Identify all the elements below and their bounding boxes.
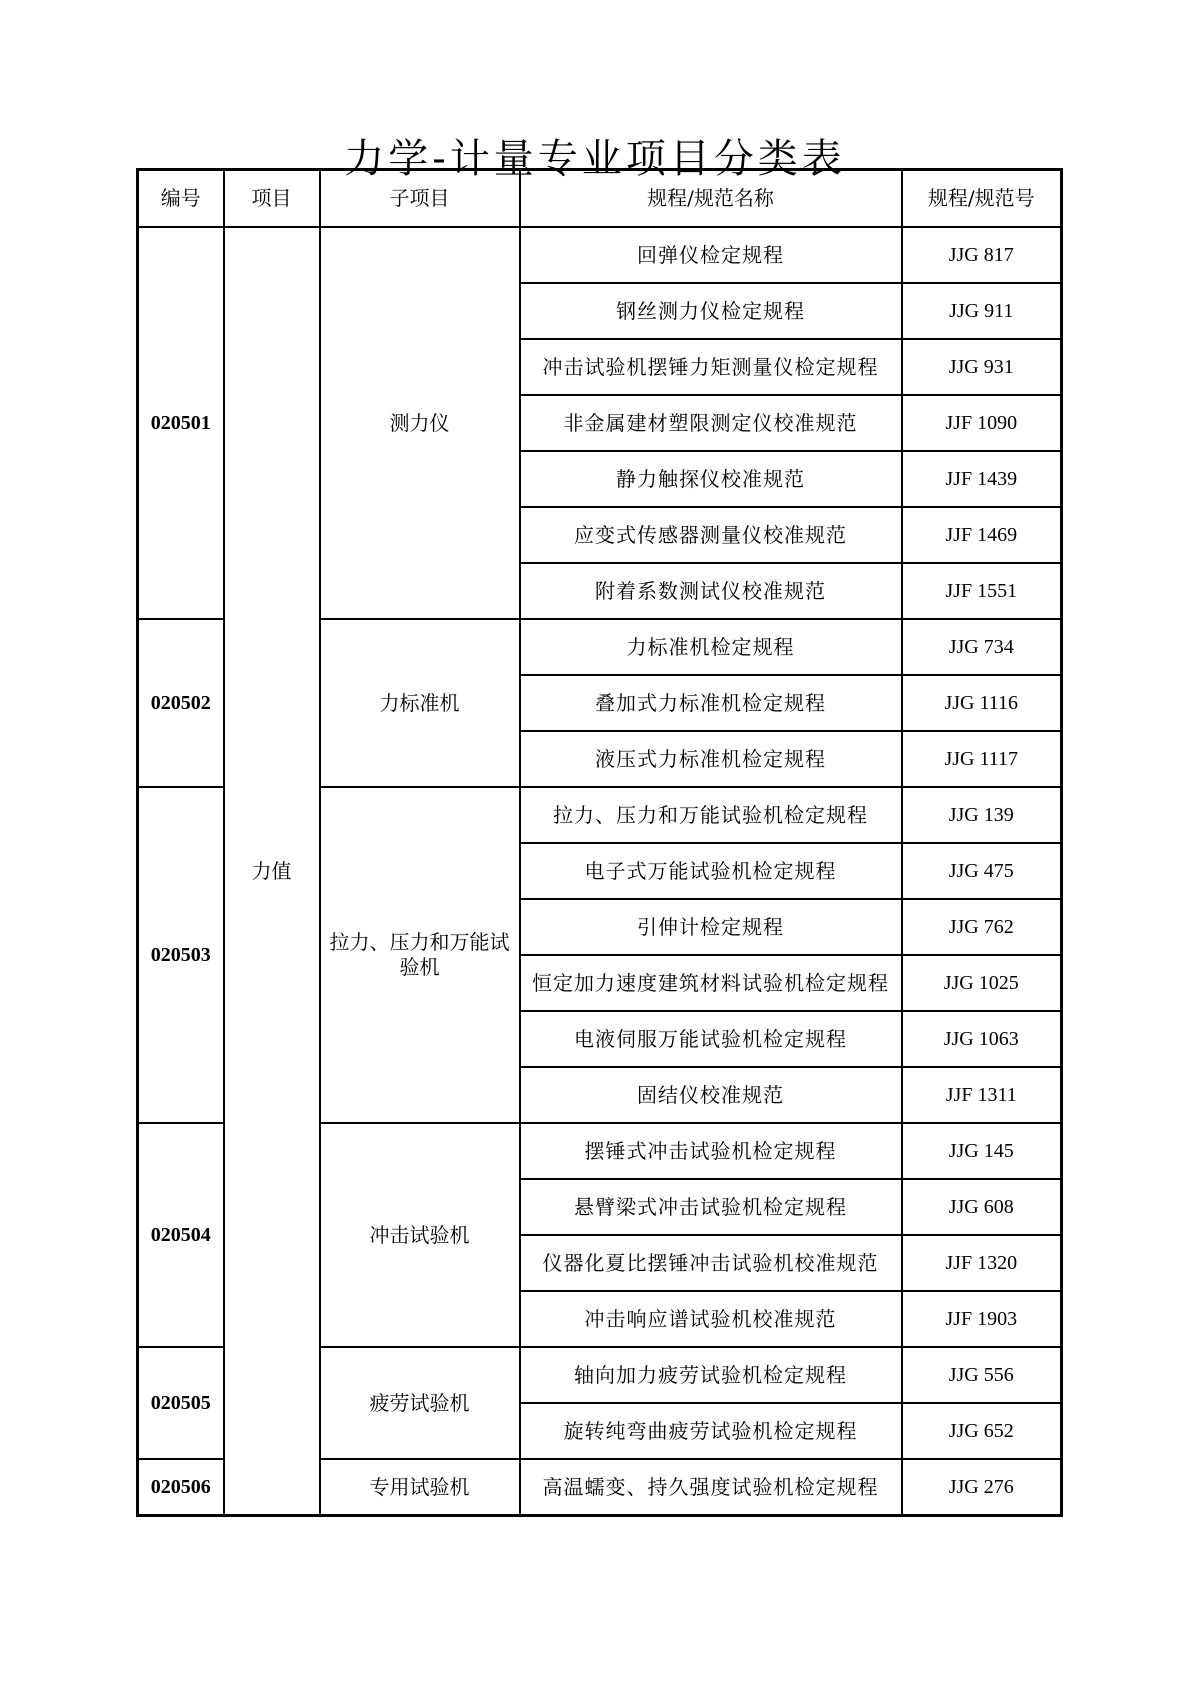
header-row bbox=[138, 170, 1062, 228]
standard-number: JJF 1903 bbox=[902, 1291, 1062, 1347]
standard-number: JJG 1116 bbox=[902, 675, 1062, 731]
standard-name: 附着系数测试仪校准规范 bbox=[520, 563, 902, 619]
standard-name: 钢丝测力仪检定规程 bbox=[520, 283, 902, 339]
header-number: 规程/规范号 bbox=[902, 170, 1062, 228]
table-body bbox=[138, 227, 1062, 1516]
standard-number: JJG 734 bbox=[902, 619, 1062, 675]
page-title: 力学-计量专业项目分类表 bbox=[344, 135, 846, 182]
standard-name: 液压式力标准机检定规程 bbox=[520, 731, 902, 787]
standard-name: 电子式万能试验机检定规程 bbox=[520, 843, 902, 899]
standard-number: JJG 145 bbox=[902, 1123, 1062, 1179]
classification-table bbox=[136, 168, 1063, 1517]
group-code: 020503 bbox=[138, 787, 224, 1123]
group-code: 020504 bbox=[138, 1123, 224, 1347]
standard-number: JJG 762 bbox=[902, 899, 1062, 955]
standard-number: JJF 1090 bbox=[902, 395, 1062, 451]
standard-number: JJG 139 bbox=[902, 787, 1062, 843]
subproject-name: 疲劳试验机 bbox=[320, 1347, 520, 1459]
standard-number: JJF 1469 bbox=[902, 507, 1062, 563]
project-name: 力值 bbox=[224, 227, 320, 1516]
subproject-name: 测力仪 bbox=[320, 227, 520, 619]
standard-name: 冲击响应谱试验机校准规范 bbox=[520, 1291, 902, 1347]
group-code: 020506 bbox=[138, 1459, 224, 1516]
standard-name: 电液伺服万能试验机检定规程 bbox=[520, 1011, 902, 1067]
standard-number: JJF 1439 bbox=[902, 451, 1062, 507]
standard-name: 仪器化夏比摆锤冲击试验机校准规范 bbox=[520, 1235, 902, 1291]
standard-number: JJF 1311 bbox=[902, 1067, 1062, 1123]
standard-number: JJG 1025 bbox=[902, 955, 1062, 1011]
standard-name: 固结仪校准规范 bbox=[520, 1067, 902, 1123]
subproject-name: 专用试验机 bbox=[320, 1459, 520, 1516]
standard-name: 旋转纯弯曲疲劳试验机检定规程 bbox=[520, 1403, 902, 1459]
subproject-name: 冲击试验机 bbox=[320, 1123, 520, 1347]
standard-name: 恒定加力速度建筑材料试验机检定规程 bbox=[520, 955, 902, 1011]
standard-number: JJG 911 bbox=[902, 283, 1062, 339]
standard-name: 力标准机检定规程 bbox=[520, 619, 902, 675]
standard-number: JJG 608 bbox=[902, 1179, 1062, 1235]
subproject-name: 拉力、压力和万能试验机 bbox=[320, 787, 520, 1123]
standard-name: 回弹仪检定规程 bbox=[520, 227, 902, 283]
standard-number: JJF 1551 bbox=[902, 563, 1062, 619]
standard-name: 摆锤式冲击试验机检定规程 bbox=[520, 1123, 902, 1179]
standard-name: 轴向加力疲劳试验机检定规程 bbox=[520, 1347, 902, 1403]
standard-number: JJG 1063 bbox=[902, 1011, 1062, 1067]
standard-number: JJG 931 bbox=[902, 339, 1062, 395]
header-name: 规程/规范名称 bbox=[520, 170, 902, 228]
standard-name: 悬臂梁式冲击试验机检定规程 bbox=[520, 1179, 902, 1235]
standard-name: 应变式传感器测量仪校准规范 bbox=[520, 507, 902, 563]
table-row bbox=[138, 227, 1062, 283]
standard-name: 静力触探仪校准规范 bbox=[520, 451, 902, 507]
standard-name: 非金属建材塑限测定仪校准规范 bbox=[520, 395, 902, 451]
standard-number: JJG 817 bbox=[902, 227, 1062, 283]
header-subproject: 子项目 bbox=[320, 170, 520, 228]
subproject-name: 力标准机 bbox=[320, 619, 520, 787]
standard-name: 引伸计检定规程 bbox=[520, 899, 902, 955]
group-code: 020501 bbox=[138, 227, 224, 619]
standard-number: JJG 1117 bbox=[902, 731, 1062, 787]
standard-number: JJG 652 bbox=[902, 1403, 1062, 1459]
standard-number: JJG 276 bbox=[902, 1459, 1062, 1516]
standard-number: JJG 475 bbox=[902, 843, 1062, 899]
header-code: 编号 bbox=[138, 170, 224, 228]
standard-name: 叠加式力标准机检定规程 bbox=[520, 675, 902, 731]
standard-number: JJG 556 bbox=[902, 1347, 1062, 1403]
standard-name: 拉力、压力和万能试验机检定规程 bbox=[520, 787, 902, 843]
group-code: 020502 bbox=[138, 619, 224, 787]
group-code: 020505 bbox=[138, 1347, 224, 1459]
header-project: 项目 bbox=[224, 170, 320, 228]
standard-name: 高温蠕变、持久强度试验机检定规程 bbox=[520, 1459, 902, 1516]
standard-name: 冲击试验机摆锤力矩测量仪检定规程 bbox=[520, 339, 902, 395]
standard-number: JJF 1320 bbox=[902, 1235, 1062, 1291]
